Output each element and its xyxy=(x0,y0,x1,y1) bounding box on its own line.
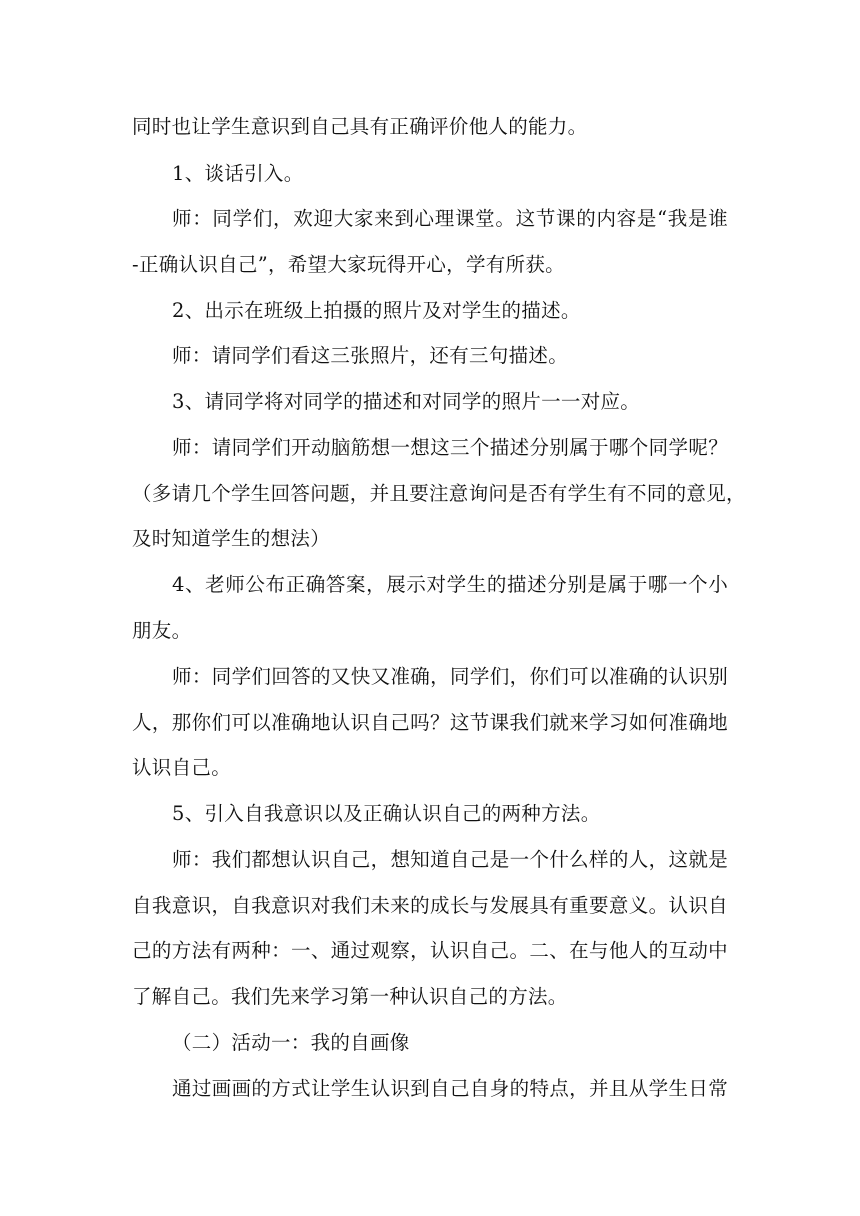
text-line: 认识自己。 xyxy=(132,756,232,779)
text-line: 同时也让学生意识到自己具有正确评价他人的能力。 xyxy=(132,115,588,138)
text-line: 了解自己。我们先来学习第一种认识自己的方法。 xyxy=(132,985,568,1008)
text-line: -正确认识自己”，希望大家玩得开心，学有所获。 xyxy=(132,253,565,276)
text-line: 朋友。 xyxy=(132,619,192,642)
text-line: 3、请同学将对同学的描述和对同学的照片一一对应。 xyxy=(172,390,641,413)
text-line: 师：同学们回答的又快又准确，同学们，你们可以准确的认识别 xyxy=(172,665,728,688)
text-line: （多请几个学生回答问题，并且要注意询问是否有学生有不同的意见， xyxy=(132,482,746,505)
text-line: 及时知道学生的想法） xyxy=(132,527,331,550)
text-line: 5、引入自我意识以及正确认识自己的两种方法。 xyxy=(172,802,601,825)
section-heading: （二）活动一：我的自画像 xyxy=(172,1031,410,1054)
text-line: 2、出示在班级上拍摄的照片及对学生的描述。 xyxy=(172,299,581,322)
text-line: 通过画画的方式让学生认识到自己自身的特点，并且从学生日常 xyxy=(172,1077,728,1100)
text-line: 自我意识，自我意识对我们未来的成长与发展具有重要意义。认识自 xyxy=(132,894,728,917)
text-line: 己的方法有两种：一、通过观察，认识自己。二、在与他人的互动中 xyxy=(132,939,728,962)
text-line: 师：请同学们开动脑筋想一想这三个描述分别属于哪个同学呢？ xyxy=(172,436,728,459)
text-line: 人，那你们可以准确地认识自己吗？这节课我们就来学习如何准确地 xyxy=(132,711,728,734)
text-line: 师：我们都想认识自己，想知道自己是一个什么样的人，这就是 xyxy=(172,848,728,871)
text-line: 1、谈话引入。 xyxy=(172,162,304,185)
text-line: 师：请同学们看这三张照片，还有三句描述。 xyxy=(172,344,569,367)
text-line: 师：同学们，欢迎大家来到心理课堂。这节课的内容是“我是谁 xyxy=(172,207,728,230)
text-line: 4、老师公布正确答案，展示对学生的描述分别是属于哪一个小 xyxy=(172,573,728,596)
